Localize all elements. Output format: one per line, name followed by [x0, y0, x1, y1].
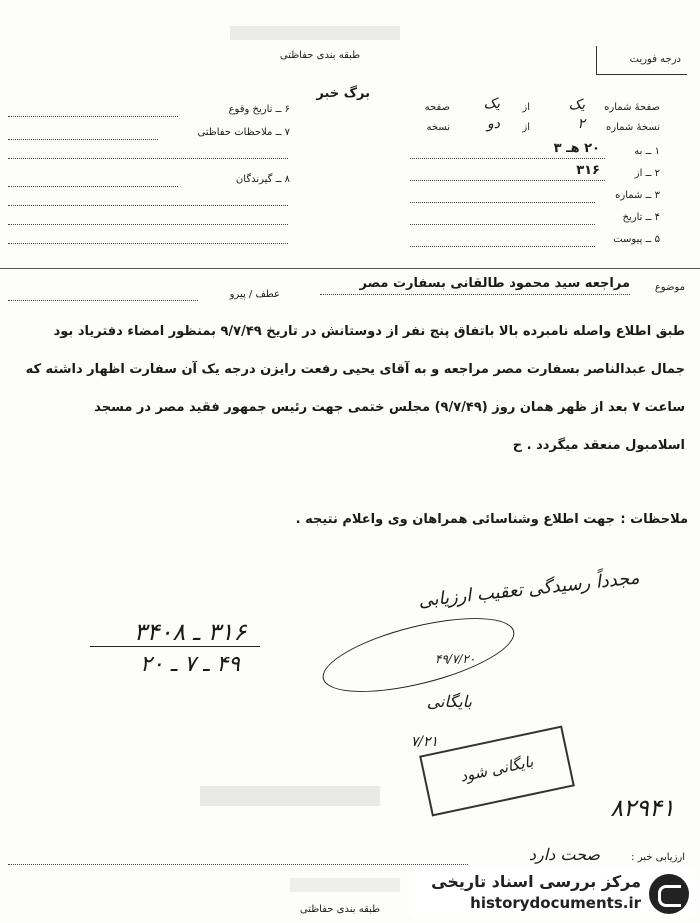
subject-value: مراجعه سید محمود طالقانی بسفارت مصر	[359, 276, 630, 291]
handwritten-underline	[90, 646, 260, 647]
copy-no-value: ۲	[577, 116, 585, 132]
from-value-1: یک	[483, 96, 500, 112]
file-number: ۸۲۹۴۱	[610, 794, 675, 822]
redaction-mark	[230, 26, 400, 40]
field-recipients-line-3	[8, 224, 288, 225]
field-notes-line-2	[8, 158, 288, 159]
handwritten-archive-date: ۷/۲۱	[410, 734, 438, 750]
evaluation-value: صحت دارد	[528, 845, 600, 864]
to-line	[410, 158, 605, 159]
divider	[0, 268, 700, 269]
attachment-label: ۵ ــ پیوست	[613, 234, 660, 245]
handwritten-archive-note: بایگانی	[426, 692, 472, 711]
subject-label: موضوع	[654, 282, 685, 293]
field-date-of-occurrence: ۶ ــ تاریخ وقوع	[228, 104, 290, 115]
evaluation-label: ارزیابی خبر :	[631, 852, 685, 863]
classification-top: طبقه بندی حفاظتی	[279, 50, 361, 61]
stamp-text: بایگانی شود	[458, 752, 535, 786]
handwritten-note: مجدداً رسیدگی تعقیب ارزیابی	[417, 567, 641, 612]
watermark-logo-icon	[649, 874, 689, 914]
from-label: ۲ ــ از	[634, 168, 660, 179]
handwritten-date: ۴۹ ـ ۷ ـ ۲۰	[140, 652, 240, 677]
body-line-2: جمال عبدالناصر بسفارت مصر مراجعه و به آقای یحیی رفعت رایزن درجه یک آن سفارت اظهار داشته که	[25, 362, 685, 377]
field-recipients-line-2	[8, 205, 288, 206]
ref-line	[8, 300, 198, 301]
form-title: برگ خبر	[316, 86, 370, 101]
page-unit: صفحه	[424, 102, 450, 113]
faded-mark	[200, 786, 380, 806]
to-label: ۱ ــ به	[634, 146, 660, 157]
from-label-1: از	[522, 102, 530, 113]
page-no-label: صفحهٔ شماره	[604, 102, 660, 113]
date-label: ۴ ــ تاریخ	[622, 212, 660, 223]
field-recipients-line	[8, 186, 178, 187]
body-line-3: ساعت ۷ بعد از ظهر همان روز (۹/۷/۴۹) مجلس ختمی جهت رئیس جمهور فقید مصر در مسجد	[94, 400, 685, 415]
to-value: ۲۰ هـ ۳	[553, 141, 600, 156]
field-date-line	[8, 116, 178, 117]
classification-bottom: طبقه بندی حفاظتی	[299, 904, 381, 915]
copy-no-label: نسخهٔ شماره	[606, 122, 660, 133]
from-value-2: دو	[487, 116, 500, 132]
date-line	[410, 224, 595, 225]
body-line-1: طبق اطلاع واصله نامبرده بالا باتفاق پنج نفر از دوستانش در تاریخ ۹/۷/۴۹ بمنظور امضاء دفتریاد بود	[53, 324, 685, 339]
bottom-redaction	[290, 878, 400, 892]
field-recipients: ۸ ــ گیرندگان	[235, 174, 290, 185]
from-value: ۳۱۶	[576, 163, 600, 178]
copy-unit: نسخه	[426, 122, 450, 133]
notes-value: جهت اطلاع وشناسائی همراهان وی واعلام نتیجه .	[295, 512, 615, 527]
from-label-2: از	[522, 122, 530, 133]
handwritten-number: ۳۱۶ ـ ۳۴۰۸	[133, 618, 247, 646]
field-recipients-line-4	[8, 243, 288, 244]
field-notes-line	[8, 139, 158, 140]
watermark-title: مرکز بررسی اسناد تاریخی	[431, 872, 641, 891]
signature-date: ۴۹/۷/۲۰	[435, 652, 476, 666]
number-label: ۳ ــ شماره	[615, 190, 660, 201]
priority-label: درجه فوریت	[629, 54, 681, 65]
watermark-url: historydocuments.ir	[470, 894, 641, 912]
subject-line	[320, 294, 630, 295]
ref-label: عطف / پیرو	[229, 289, 280, 300]
number-line	[410, 202, 595, 203]
watermark	[410, 868, 695, 918]
body-line-4: اسلامبول منعقد میگردد . ح	[512, 438, 685, 453]
evaluation-line	[8, 864, 468, 865]
attachment-line	[410, 246, 595, 247]
from-line	[410, 180, 605, 181]
notes-label: ملاحظات :	[620, 512, 688, 527]
archive-stamp	[419, 725, 575, 816]
field-security-notes: ۷ ــ ملاحظات حفاظتی	[197, 127, 290, 138]
page-no-value: یک	[568, 97, 585, 113]
